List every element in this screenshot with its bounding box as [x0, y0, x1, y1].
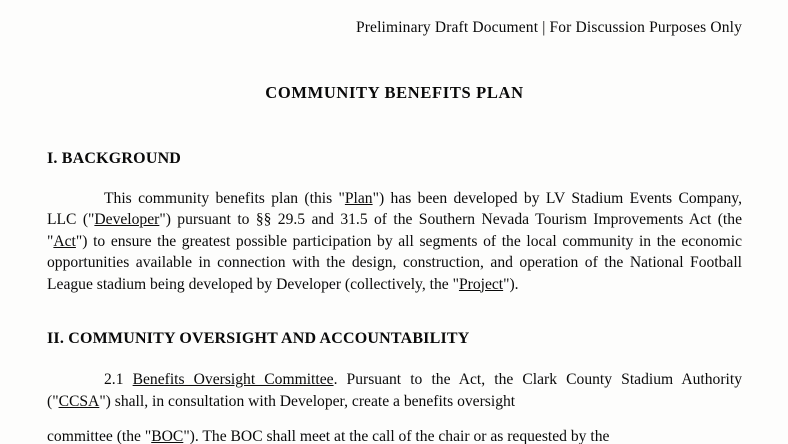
clause-number: 2.1 [104, 371, 124, 389]
paragraph-text-part: ") pursuant to §§ 29.5 and 31.5 of the Southern Nevada Tourism Improvements Act (the " [47, 211, 742, 250]
clause-2-1 [47, 369, 742, 412]
section-heading-background: I. BACKGROUND [47, 149, 182, 167]
clipped-bottom-line [47, 428, 742, 444]
defined-term-ccsa: CCSA [58, 392, 100, 410]
clipped-line-text [47, 428, 742, 444]
defined-term-boc: BOC [151, 428, 184, 444]
clipped-text-part: committee (the " [47, 428, 152, 444]
clause-text-part: ") shall, in consultation with Developer, create a benefits oversight [99, 392, 516, 410]
defined-term-plan: Plan [344, 189, 373, 207]
defined-term-developer: Developer [94, 211, 160, 229]
clause-title-benefits-oversight-committee: Benefits Oversight Committee [132, 371, 334, 389]
paragraph-background [47, 188, 742, 296]
paragraph-text-part: This community benefits plan (this " [104, 189, 345, 207]
paragraph-text-part: ") has been developed by LV Stadium Events Company, LLC (" [47, 189, 742, 229]
defined-term-act: Act [53, 232, 76, 250]
clause-text-part: . Pursuant to the Act, the Clark County Stadium Authority (" [47, 371, 743, 410]
defined-term-project: Project [458, 275, 504, 293]
clause-number-space [124, 371, 133, 388]
paragraph-text-part: ") to ensure the greatest possible participation by all segments of the local community in the economic opportunities available in connection with the design, construction, and operation of the National Football League stadium being developed by Developer (collectively, the " [47, 232, 742, 293]
section-heading-community-oversight: II. COMMUNITY OVERSIGHT AND ACCOUNTABILITY [47, 330, 470, 348]
document-content [47, 0, 742, 428]
paragraph-text-part: "). [503, 275, 519, 293]
running-header: Preliminary Draft Document | For Discussion Purposes Only [355, 19, 742, 36]
page-title: COMMUNITY BENEFITS PLAN [265, 82, 524, 102]
clipped-text-part: "). The BOC shall meet at the call of the chair or as requested by the [183, 428, 610, 444]
